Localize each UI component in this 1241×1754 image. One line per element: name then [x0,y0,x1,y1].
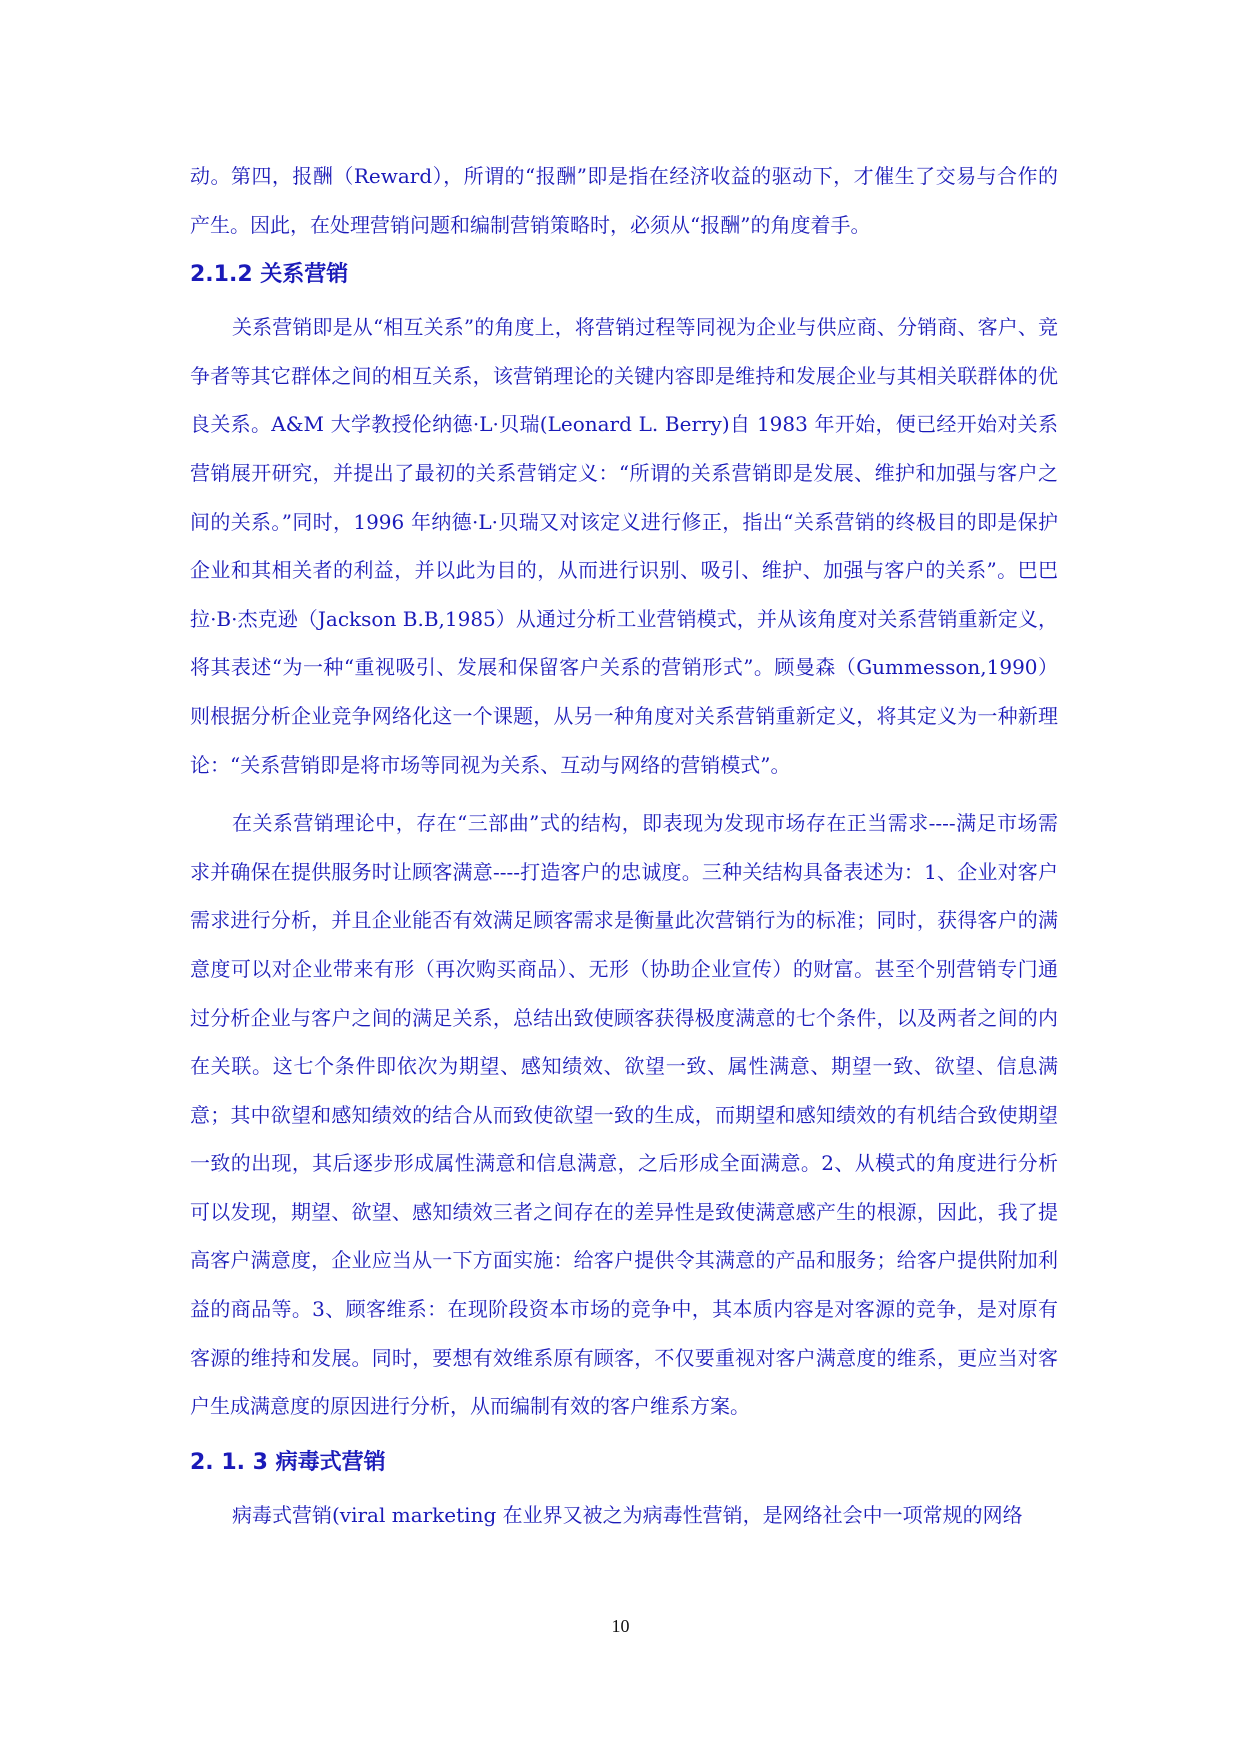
section-heading-2-1-3: 2. 1. 3 病毒式营销 [190,1449,386,1475]
paragraph-spacer [190,789,1058,799]
section-heading-2-1-2: 2.1.2 关系营销 [190,262,349,288]
page-number: 10 [611,1616,630,1636]
paragraph-continuation: 动。第四，报酬（Reward），所谓的“报酬”即是指在经济收益的驱动下，才催生了交易与合作的产生。因此，在处理营销问题和编制营销策略时，必须从“报酬”的角度着手。 [190,164,1058,237]
paragraph-relationship-marketing-definition: 关系营销即是从“相互关系”的角度上，将营销过程等同视为企业与供应商、分销商、客户、竞争者等其它群体之间的相互关系，该营销理论的关键内容即是维持和发展企业与其相关联群体的优良关系。A&M 大学教授伦纳德·L·贝瑞(Leonard L. Berry)自 1983 年开始，便已经开始对关系营销展开研究，并提出了最初的关系营销定义：“所谓的关系营销即是发展、维护和加强与客户之间的关系。”同时，1996 年纳德·L·贝瑞又对该定义进行修正，指出“关系营销的终极目的即是保护企业和其相关者的利益，并以此为目的，从而进行识别、吸引、维护、加强与客户的关系”。巴巴拉·B·杰克逊（Jackson B.B,1985）从通过分析工业营销模式，并从该角度对关系营销重新定义，将其表述“为一种“重视吸引、发展和保留客户关系的营销形式”。顾曼森（Gummesson,1990）则根据分析企业竞争网络化这一个课题，从另一种角度对关系营销重新定义，将其定义为一种新理论：“关系营销即是将市场等同视为关系、互动与网络的营销模式”。 [190,315,1058,777]
paragraph-relationship-marketing-structure: 在关系营销理论中，存在“三部曲”式的结构，即表现为发现市场存在正当需求----满足市场需求并确保在提供服务时让顾客满意----打造客户的忠诚度。三种关结构具备表述为：1、企业对客户需求进行分析，并且企业能否有效满足顾客需求是衡量此次营销行为的标准；同时，获得客户的满意度可以对企业带来有形（再次购买商品）、无形（协助企业宣传）的财富。甚至个别营销专门通过分析企业与客户之间的满足关系，总结出致使顾客获得极度满意的七个条件，以及两者之间的内在关联。这七个条件即依次为期望、感知绩效、欲望一致、属性满意、期望一致、欲望、信息满意；其中欲望和感知绩效的结合从而致使欲望一致的生成，而期望和感知绩效的有机结合致使期望一致的出现，其后逐步形成属性满意和信息满意，之后形成全面满意。2、从模式的角度进行分析可以发现，期望、欲望、感知绩效三者之间存在的差异性是致使满意感产生的根源，因此，我了提高客户满意度，企业应当从一下方面实施：给客户提供令其满意的产品和服务；给客户提供附加利益的商品等。3、顾客维系：在现阶段资本市场的竞争中，其本质内容是对客源的竞争，是对原有客源的维持和发展。同时，要想有效维系原有顾客，不仅要重视对客户满意度的维系，更应当对客户生成满意度的原因进行分析，从而编制有效的客户维系方案。 [190,811,1058,1419]
page-content [190,152,1058,1539]
paragraph-viral-marketing: 病毒式营销(viral marketing 在业界又被之为病毒性营销，是网络社会中一项常规的网络 [232,1502,1023,1527]
